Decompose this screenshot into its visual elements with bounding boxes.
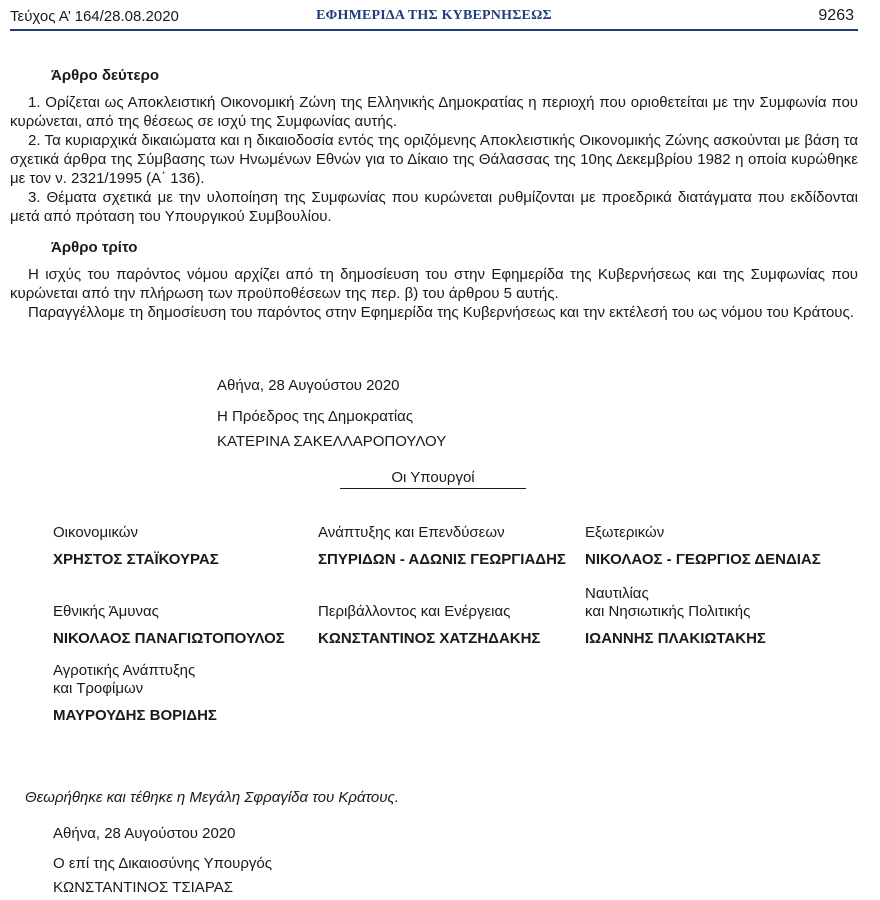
ministers-label: Οι Υπουργοί [391,469,475,486]
article-2-paragraph-3: 3. Θέματα σχετικά με την υλοποίηση της Συμφωνίας που κυρώνεται ρυθμίζονται με προεδρικά διατάγματα που εκδίδονται μετά από πρόταση του Υπουργικού Συμβουλίου. [10,189,858,225]
minister-block [53,603,285,648]
minister-role: Ανάπτυξης και Επενδύσεων [318,524,505,541]
minister-block [53,524,219,569]
article-2-paragraph-1: 1. Ορίζεται ως Αποκλειστική Οικονομική Ζώνη της Ελληνικής Δημοκρατίας η περιοχή που οριοθετείται με την Συμφωνία που κυρώνεται, από της θέσεως σε ισχύ της Συμφωνίας αυτής. [10,94,858,130]
minister-name: ΧΡΗΣΤΟΣ ΣΤΑΪΚΟΥΡΑΣ [53,551,219,568]
minister-name: ΣΠΥΡΙΔΩΝ - ΑΔΩΝΙΣ ΓΕΩΡΓΙΑΔΗΣ [318,551,566,568]
justice-minister-title: Ο επί της Δικαιοσύνης Υπουργός [53,855,272,872]
ministers-divider [340,488,526,489]
minister-block [585,524,821,569]
minister-name: ΝΙΚΟΛΑΟΣ ΠΑΝΑΓΙΩΤΟΠΟΥΛΟΣ [53,630,285,647]
article-2-paragraph-2: 2. Τα κυριαρχικά δικαιώματα και η δικαιοδοσία εντός της οριζόμενης Αποκλειστικής Οικονομικής Ζώνης ασκούνται με βάση τα σχετικά άρθρα της Σύμβασης των Ηνωμένων Εθνών για το Δίκαιο της Θάλασσας της 10ης Δεκεμβρίου 1982 η οποία κυρώθηκε με τον ν. 2321/1995 (Α΄ 136). [10,132,858,187]
document-body [10,66,858,322]
minister-block [318,603,540,648]
page-number: 9263 [818,7,854,24]
great-seal-statement: Θεωρήθηκε και τέθηκε η Μεγάλη Σφραγίδα του Κράτους. [25,789,399,806]
article-3-title: Άρθρο τρίτο [51,239,138,256]
minister-block [585,585,766,648]
minister-role-line-2: και Νησιωτικής Πολιτικής [585,603,751,620]
justice-minister-name: ΚΩΝΣΤΑΝΤΙΝΟΣ ΤΣΙΑΡΑΣ [53,879,233,896]
president-name: ΚΑΤΕΡΙΝΑ ΣΑΚΕΛΛΑΡΟΠΟΥΛΟΥ [217,433,447,450]
header-divider [10,29,858,31]
minister-name: ΚΩΝΣΤΑΝΤΙΝΟΣ ΧΑΤΖΗΔΑΚΗΣ [318,630,541,647]
article-2-title: Άρθρο δεύτερο [51,67,160,84]
minister-role-line-2: και Τροφίμων [53,680,144,697]
issue-reference: Τεύχος Α’ 164/28.08.2020 [10,8,179,25]
minister-block [318,524,566,569]
seal-place-date: Αθήνα, 28 Αυγούστου 2020 [53,825,236,842]
minister-name: ΝΙΚΟΛΑΟΣ - ΓΕΩΡΓΙΟΣ ΔΕΝΔΙΑΣ [585,551,821,568]
minister-block [53,662,217,725]
page-header [10,6,858,28]
article-3-paragraph-1: Η ισχύς του παρόντος νόμου αρχίζει από τη δημοσίευση του στην Εφημερίδα της Κυβερνήσεως και της Συμφωνίας που κυρώνεται από την πλήρωση των προϋποθέσεων της περ. β) του άρθρου 5 αυτής. [10,266,858,302]
minister-role: Περιβάλλοντος και Ενέργειας [318,603,511,620]
minister-role-line-1: Αγροτικής Ανάπτυξης [53,662,196,679]
article-3-paragraph-2: Παραγγέλλομε τη δημοσίευση του παρόντος στην Εφημερίδα της Κυβερνήσεως και την εκτέλεσή του ως νόμου του Κράτους. [28,304,854,321]
minister-role: Εθνικής Άμυνας [53,603,159,620]
minister-role: Εξωτερικών [585,524,665,541]
signature-place-date: Αθήνα, 28 Αυγούστου 2020 [217,377,400,394]
president-title: Η Πρόεδρος της Δημοκρατίας [217,408,414,425]
minister-role: Οικονομικών [53,524,139,541]
gazette-title: ΕΦΗΜΕΡΙΔΑ ΤΗΣ ΚΥΒΕΡΝΗΣΕΩΣ [316,8,552,23]
minister-name: ΜΑΥΡΟΥΔΗΣ ΒΟΡΙΔΗΣ [53,707,217,724]
minister-role-line-1: Ναυτιλίας [585,585,649,602]
minister-name: ΙΩΑΝΝΗΣ ΠΛΑΚΙΩΤΑΚΗΣ [585,630,766,647]
